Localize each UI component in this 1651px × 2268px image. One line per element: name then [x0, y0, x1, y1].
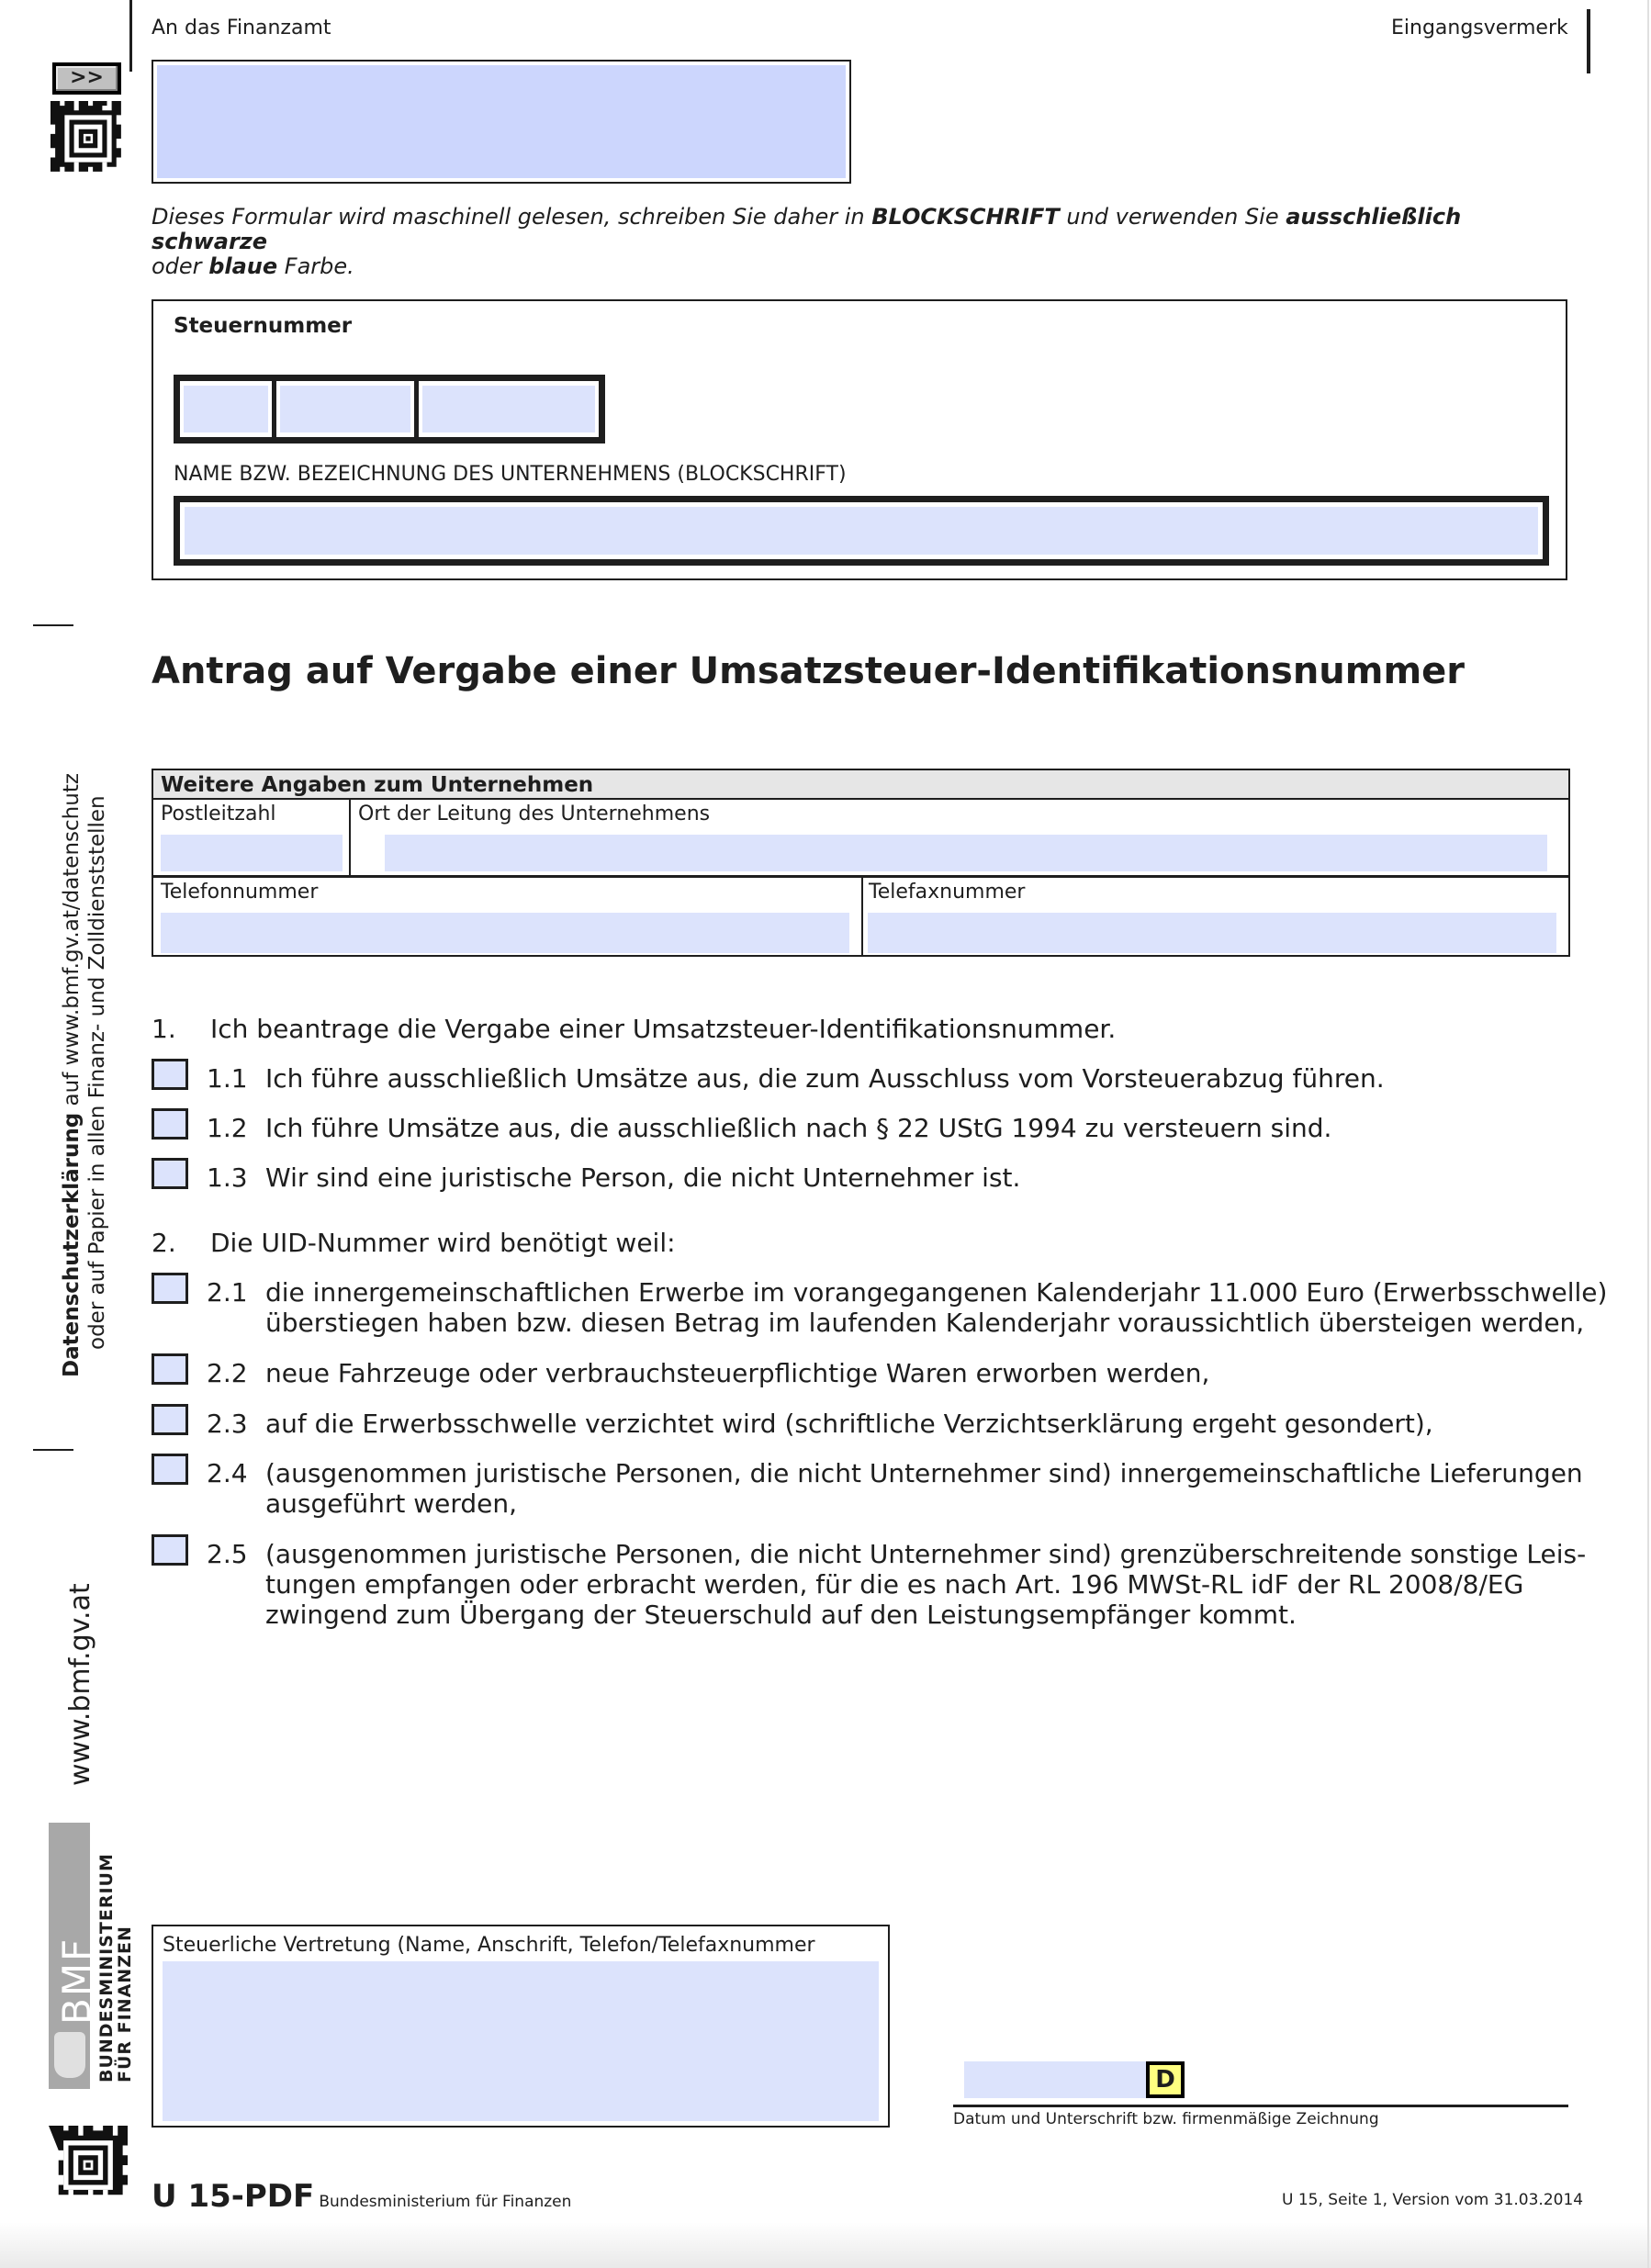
form-version: U 15, Seite 1, Version vom 31.03.2014 [1282, 2191, 1584, 2209]
option-2-1-checkbox[interactable] [152, 1273, 188, 1304]
instructions-note: Dieses Formular wird maschinell gelesen, schreiben Sie daher in BLOCKSCHRIFT und verwenden Sie ausschließlich schwarze oder blaue Farbe. [152, 204, 1462, 279]
recipient-label: An das Finanzamt [152, 17, 331, 39]
postal-code-input[interactable] [161, 835, 343, 871]
tax-number-field-2[interactable] [280, 386, 410, 432]
company-details-table [152, 769, 1570, 957]
phone-label: Telefonnummer [161, 881, 319, 904]
option-2-5-text: 2.5 (ausgenommen juristische Personen, die nicht Unternehmer sind) grenzüberschreitende sonstige Leis- tungen empfangen oder erbracht werden, für die es nach Art. 196 MWSt-RL idF der RL 2008/8/EG zwingend zum Übergang der Steuerschuld auf den Leistungsempfänger kommt. [207, 1539, 1587, 1630]
registration-mark-left [129, 0, 132, 72]
company-name-label: NAME BZW. BEZEICHNUNG DES UNTERNEHMENS (BLOCKSCHRIFT) [174, 463, 847, 486]
section-1-heading: 1. Ich beantrage die Vergabe einer Umsatzsteuer-Identifikationsnummer. [152, 1014, 1117, 1044]
sidebar-divider-top [33, 624, 73, 626]
signature-caption: Datum und Unterschrift bzw. firmenmäßige Zeichnung [953, 2110, 1379, 2128]
tax-number-label: Steuernummer [174, 314, 353, 338]
option-2-4-checkbox[interactable] [152, 1454, 188, 1485]
tax-representative-input[interactable] [163, 1961, 879, 2121]
tax-office-input[interactable] [157, 65, 846, 178]
signature-line [953, 2105, 1568, 2107]
phone-input[interactable] [161, 913, 849, 953]
tax-number-field-3[interactable] [422, 386, 595, 432]
page-bottom-shadow [0, 2222, 1651, 2268]
option-2-3-text: 2.3 auf die Erwerbsschwelle verzichtet wird (schriftliche Verzichtserklärung ergeht gesondert), [207, 1409, 1433, 1439]
tax-office-field-frame [152, 60, 851, 184]
company-name-frame [174, 496, 1549, 566]
privacy-notice: Datenschutzerklärung auf www.bmf.gv.at/datenschutz oder auf Papier in allen Finanz- und Zolldienststellen [60, 773, 109, 1377]
form-footer [152, 2178, 571, 2215]
company-name-input[interactable] [185, 507, 1538, 555]
tax-number-section [152, 299, 1567, 580]
option-2-2-text: 2.2 neue Fahrzeuge oder verbrauchsteuerpflichtige Waren erworben werden, [207, 1358, 1210, 1388]
option-2-3-checkbox[interactable] [152, 1404, 188, 1435]
fax-input[interactable] [868, 913, 1556, 953]
bmf-logo: BMF [49, 1823, 90, 2089]
option-2-2-checkbox[interactable] [152, 1353, 188, 1385]
eagle-emblem-icon [54, 2032, 85, 2078]
option-1-3-text: 1.3 Wir sind eine juristische Person, die nicht Unternehmer ist. [207, 1162, 1021, 1193]
website-link[interactable]: www.bmf.gv.at [64, 1583, 96, 1786]
date-input[interactable] [964, 2061, 1146, 2098]
tax-representative-label: Steuerliche Vertretung (Name, Anschrift, Telefon/Telefaxnummer [163, 1934, 815, 1957]
tax-number-group [174, 375, 605, 443]
form-code: U 15-PDF [152, 2178, 315, 2215]
datamatrix-barcode-icon [49, 2126, 128, 2205]
next-page-button[interactable]: >> [52, 62, 121, 95]
option-1-2-text: 1.2 Ich führe Umsätze aus, die ausschließlich nach § 22 UStG 1994 zu versteuern sind. [207, 1113, 1332, 1143]
section-2-heading: 2. Die UID-Nummer wird benötigt weil: [152, 1228, 676, 1258]
option-2-1-text: 2.1 die innergemeinschaftlichen Erwerbe im vorangegangenen Kalenderjahr 11.000 Euro (Erwerbsschwelle) überstiegen haben bzw. diesen Betrag im laufenden Kalenderjahr voraussichtlich übersteigen werden, [207, 1277, 1608, 1338]
management-location-label: Ort der Leitung des Unternehmens [358, 803, 711, 825]
option-1-3-checkbox[interactable] [152, 1158, 188, 1189]
page-edge [1647, 0, 1649, 2268]
option-1-1-checkbox[interactable] [152, 1059, 188, 1090]
sidebar-divider-bottom [33, 1449, 73, 1451]
option-2-5-checkbox[interactable] [152, 1534, 188, 1566]
postal-code-label: Postleitzahl [161, 803, 276, 825]
footer-ministry: Bundesministerium für Finanzen [319, 2193, 572, 2211]
page-title: Antrag auf Vergabe einer Umsatzsteuer-Identifikationsnummer [152, 650, 1465, 692]
receipt-stamp-label: Eingangsvermerk [1391, 17, 1568, 39]
option-1-2-checkbox[interactable] [152, 1108, 188, 1140]
tax-representative-box [152, 1925, 890, 2128]
date-picker-button[interactable]: D [1146, 2061, 1185, 2098]
registration-mark-right [1587, 9, 1590, 73]
fax-label: Telefaxnummer [869, 881, 1026, 904]
management-location-input[interactable] [385, 835, 1547, 871]
company-details-header: Weitere Angaben zum Unternehmen [153, 770, 1568, 800]
datamatrix-barcode-icon [51, 101, 126, 176]
option-2-4-text: 2.4 (ausgenommen juristische Personen, die nicht Unternehmer sind) innergemeinschaftliche Lieferungen ausgeführt werden, [207, 1458, 1583, 1519]
ministry-name: BUNDESMINISTERIUM FÜR FINANZEN [96, 1853, 135, 2083]
option-1-1-text: 1.1 Ich führe ausschließlich Umsätze aus, die zum Ausschluss vom Vorsteuerabzug führen. [207, 1063, 1385, 1094]
tax-number-field-1[interactable] [184, 386, 268, 432]
